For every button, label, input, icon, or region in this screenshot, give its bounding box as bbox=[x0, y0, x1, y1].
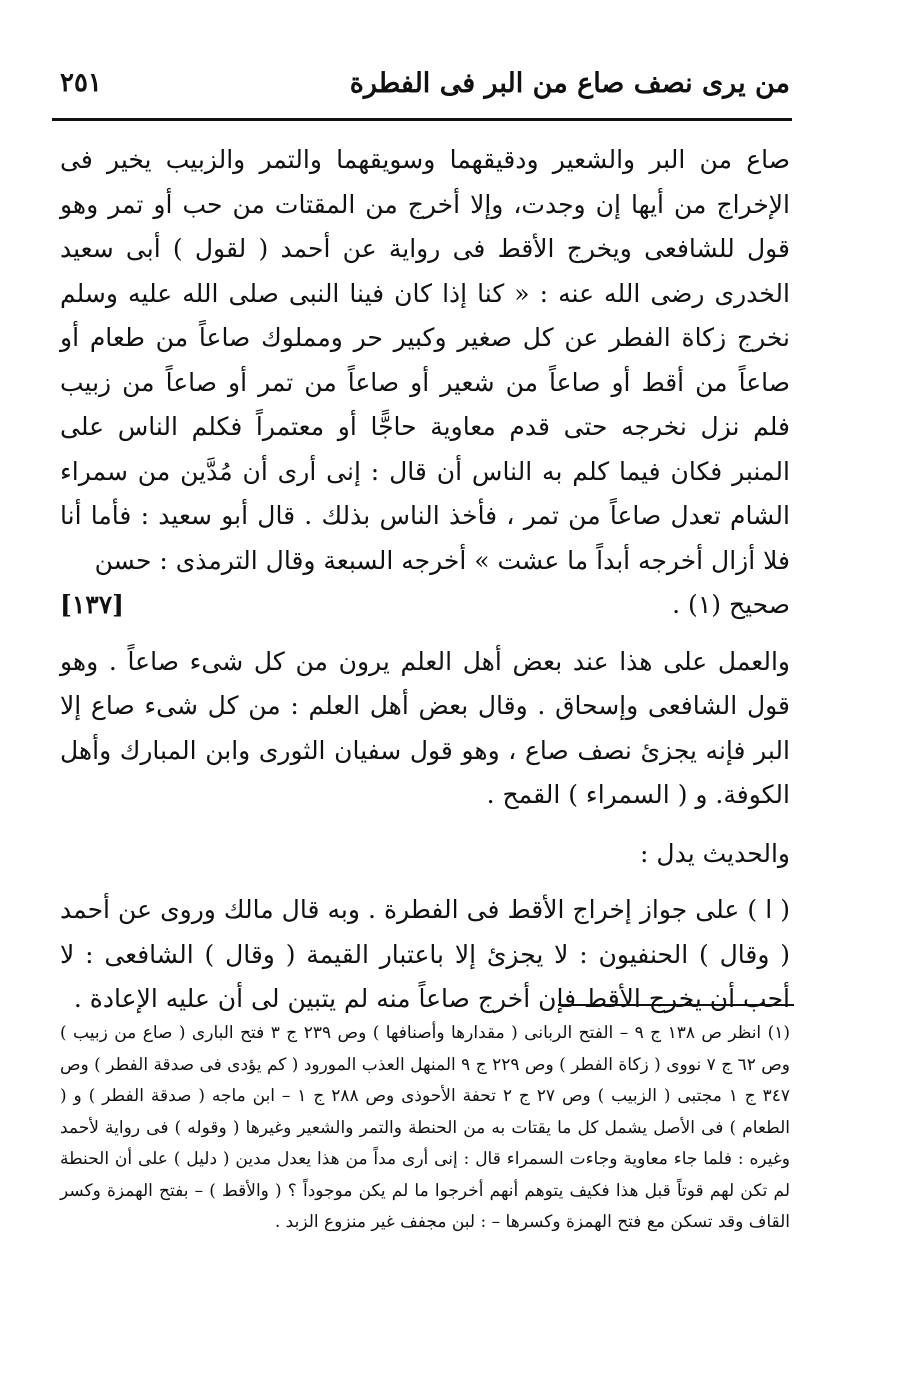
running-title: من يرى نصف صاع من البر فى الفطرة bbox=[349, 67, 790, 99]
footnote-1: (١) انظر ص ١٣٨ ج ٩ – الفتح الربانى ( مقدارها وأصنافها ) وص ٢٣٩ ج ٣ فتح البارى ( صاع من زبيب ) وص ٦٢ ج ٧ نووى ( زكاة الفطر ) وص ٢٢٩ ج ٩ المنهل العذب المورود ( كم يؤدى فى صدقة الفطر ) وص ٣٤٧ ج ١ مجتبى ( الزبيب ) وص ٢٧ ج ٢ تحفة الأحوذى وص ٢٨٨ ج ١ – ابن ماجه ( صدقة الفطر ) و ( الطعام ) فى الأصل يشمل كل ما يقتات به من الحنطة والتمر والشعير وغيرها ( وقوله ) فى رواية لأحمد وغيره : فلما جاء معاوية وجاءت السمراء قال : إنى أرى مداً من هذا يعدل مدين ( دليل ) على أن الحنطة لم تكن لهم قوتاً قبل هذا فكيف يتوهم أنهم أخرجوا ما لم يكن موجوداً ؟ ( والأقط ) – بفتح الهمزة وكسر القاف وقد تسكن مع فتح الهمزة وكسرها – : لبن مجفف غير منزوع الزبد . bbox=[60, 1023, 791, 1232]
header-divider bbox=[52, 118, 792, 121]
paragraph-scholars: والعمل على هذا عند بعض أهل العلم يرون من كل شىء صاعاً . وهو قول الشافعى وإسحاق . وقال بعض أهل العلم : من كل شىء صاع إلا البر فإنه يجزئ نصف صاع ، وهو قول سفيان الثورى وابن المبارك وأهل الكوفة. و ( السمراء ) القمح . bbox=[60, 646, 790, 809]
paragraph-point-one: ( ا ) على جواز إخراج الأقط فى الفطرة . وبه قال مالك وروى عن أحمد ( وقال ) الحنفيون : لا يجزئ إلا باعتبار القيمة ( وقال ) الشافعى : لا أحب أن يخرج الأقط فإن أخرج صاعاً منه لم يتبين لى أن عليه الإعادة . bbox=[60, 895, 790, 1013]
paragraph-evidence-intro: والحديث يدل : bbox=[640, 838, 790, 868]
hadith-reference-line bbox=[60, 583, 790, 628]
footnotes bbox=[60, 1018, 790, 1239]
paragraph-hadith: صاع من البر والشعير ودقيقهما وسويقهما والتمر والزبيب يخير فى الإخراج من أيها إن وجدت، وإلا أخرج من المقتات من حب أو تمر وهو قول للشافعى ويخرج الأقط فى رواية عن أحمد ( لقول ) أبى سعيد الخدرى رضى الله عنه : « كنا إذا كان فينا النبى صلى الله عليه وسلم نخرج زكاة الفطر عن كل صغير وكبير حر ومملوك صاعاً من طعام أو صاعاً من أقط أو صاعاً من شعير أو صاعاً من تمر أو صاعاً من زبيب فلم نزل نخرجه حتى قدم معاوية حاجًّا أو معتمراً فكلم الناس على المنبر فكان فيما كلم به الناس أن قال : إنى أرى أن مُدَّين من سمراء الشام تعدل صاعاً من تمر ، فأخذ الناس بذلك . قال أبو سعيد : فأما أنا فلا أزال أخرجه أبداً ما عشت » أخرجه السبعة وقال الترمذى : حسن bbox=[60, 145, 790, 575]
hadith-number: [١٣٧] bbox=[60, 590, 124, 619]
page-header bbox=[60, 58, 790, 108]
main-text bbox=[60, 138, 790, 1022]
footnote-divider bbox=[558, 1004, 794, 1006]
page-number: ٢٥١ bbox=[60, 68, 102, 98]
paragraph-hadith-ending: صحيح (١) . bbox=[672, 590, 790, 619]
